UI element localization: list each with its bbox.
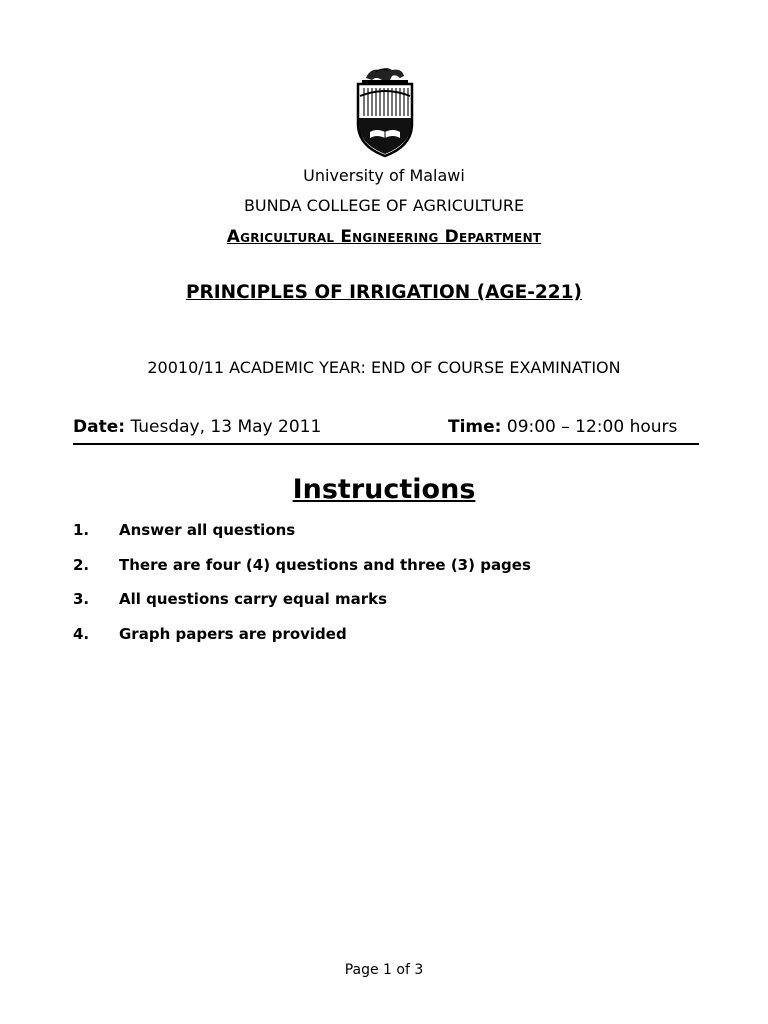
- instructions-list: [73, 521, 531, 659]
- divider: [73, 443, 699, 445]
- item-text: All questions carry equal marks: [119, 590, 388, 608]
- university-name: University of Malawi: [303, 166, 465, 185]
- list-item: [73, 521, 531, 556]
- exam-time: [448, 417, 677, 437]
- date-value: Tuesday, 13 May 2011: [125, 417, 322, 437]
- item-number: 2.: [73, 555, 90, 574]
- date-label: Date:: [73, 417, 126, 437]
- instructions-heading: Instructions: [292, 474, 476, 505]
- item-number: 4.: [73, 624, 90, 643]
- time-value: 09:00 – 12:00 hours: [501, 417, 678, 437]
- university-crest-icon: [352, 66, 418, 158]
- department-name: Agricultural Engineering Department: [226, 227, 542, 247]
- exam-title: 20010/11 ACADEMIC YEAR: END OF COURSE EXAMINATION: [147, 358, 621, 377]
- college-name: BUNDA COLLEGE OF AGRICULTURE: [243, 196, 525, 215]
- list-item: [73, 556, 531, 591]
- time-label: Time:: [448, 417, 502, 437]
- item-number: 1.: [73, 521, 90, 539]
- exam-date: [73, 417, 321, 437]
- item-text: Graph papers are provided: [119, 624, 347, 643]
- list-item: [73, 590, 531, 625]
- course-title: PRINCIPLES OF IRRIGATION (AGE-221): [185, 282, 582, 303]
- page-number: Page 1 of 3: [344, 962, 424, 978]
- list-item: [73, 625, 531, 660]
- item-number: 3.: [73, 590, 90, 608]
- item-text: There are four (4) questions and three (3) pages: [119, 555, 531, 574]
- item-text: Answer all questions: [119, 521, 296, 539]
